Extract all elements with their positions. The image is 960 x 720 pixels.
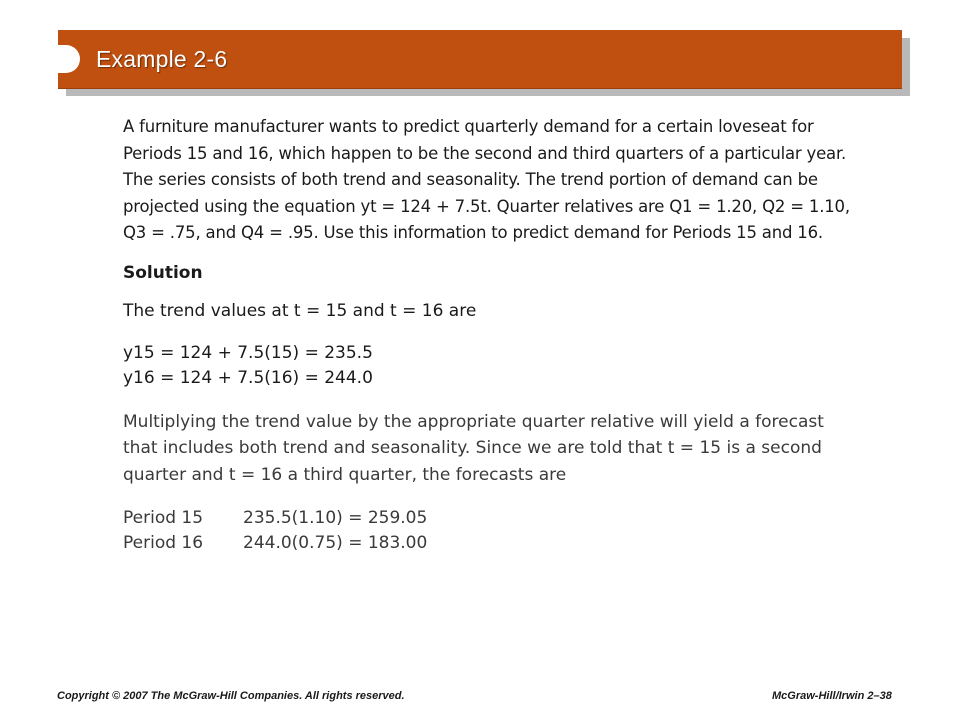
paragraph-line: Multiplying the trend value by the appropriate quarter relative will yield a forecast — [123, 411, 824, 432]
solution-heading: Solution — [123, 262, 203, 283]
trend-equations — [123, 341, 858, 391]
footer-page-number: McGraw-Hill/Irwin 2–38 — [772, 690, 892, 702]
problem-line: The series consists of both trend and seasonality. The trend portion of demand can be — [123, 170, 818, 189]
problem-line: projected using the equation yt = 124 + 7.5t. Quarter relatives are Q1 = 1.20, Q2 = 1.10, — [123, 196, 850, 216]
trend-equation: y15 = 124 + 7.5(15) = 235.5 — [123, 342, 373, 363]
forecast-row — [123, 531, 858, 556]
forecast-value: 244.0(0.75) = 183.00 — [243, 533, 428, 553]
paragraph-line: that includes both trend and seasonality. Since we are told that t = 15 is a second — [123, 438, 822, 458]
problem-statement — [123, 114, 858, 247]
solution-lead: The trend values at t = 15 and t = 16 are — [123, 300, 477, 321]
problem-line: Q3 = .75, and Q4 = .95. Use this information to predict demand for Periods 15 and 16. — [123, 223, 823, 242]
solution-paragraph — [123, 409, 858, 489]
footer-copyright: Copyright © 2007 The McGraw-Hill Companies. All rights reserved. — [57, 690, 405, 702]
problem-line: A furniture manufacturer wants to predict quarterly demand for a certain loveseat for — [123, 117, 814, 136]
slide-content — [123, 114, 858, 556]
paragraph-line: quarter and t = 16 a third quarter, the forecasts are — [123, 464, 567, 485]
forecast-period-label: Period 16 — [123, 533, 204, 553]
trend-equation: y16 = 124 + 7.5(16) = 244.0 — [123, 367, 373, 388]
forecast-value: 235.5(1.10) = 259.05 — [243, 508, 428, 528]
forecast-period-label: Period 15 — [123, 508, 204, 528]
slide-title: Example 2-6 — [96, 46, 228, 72]
forecast-list — [123, 506, 858, 556]
forecast-row — [123, 506, 858, 531]
problem-line: Periods 15 and 16, which happen to be the second and third quarters of a particular year. — [123, 143, 847, 163]
